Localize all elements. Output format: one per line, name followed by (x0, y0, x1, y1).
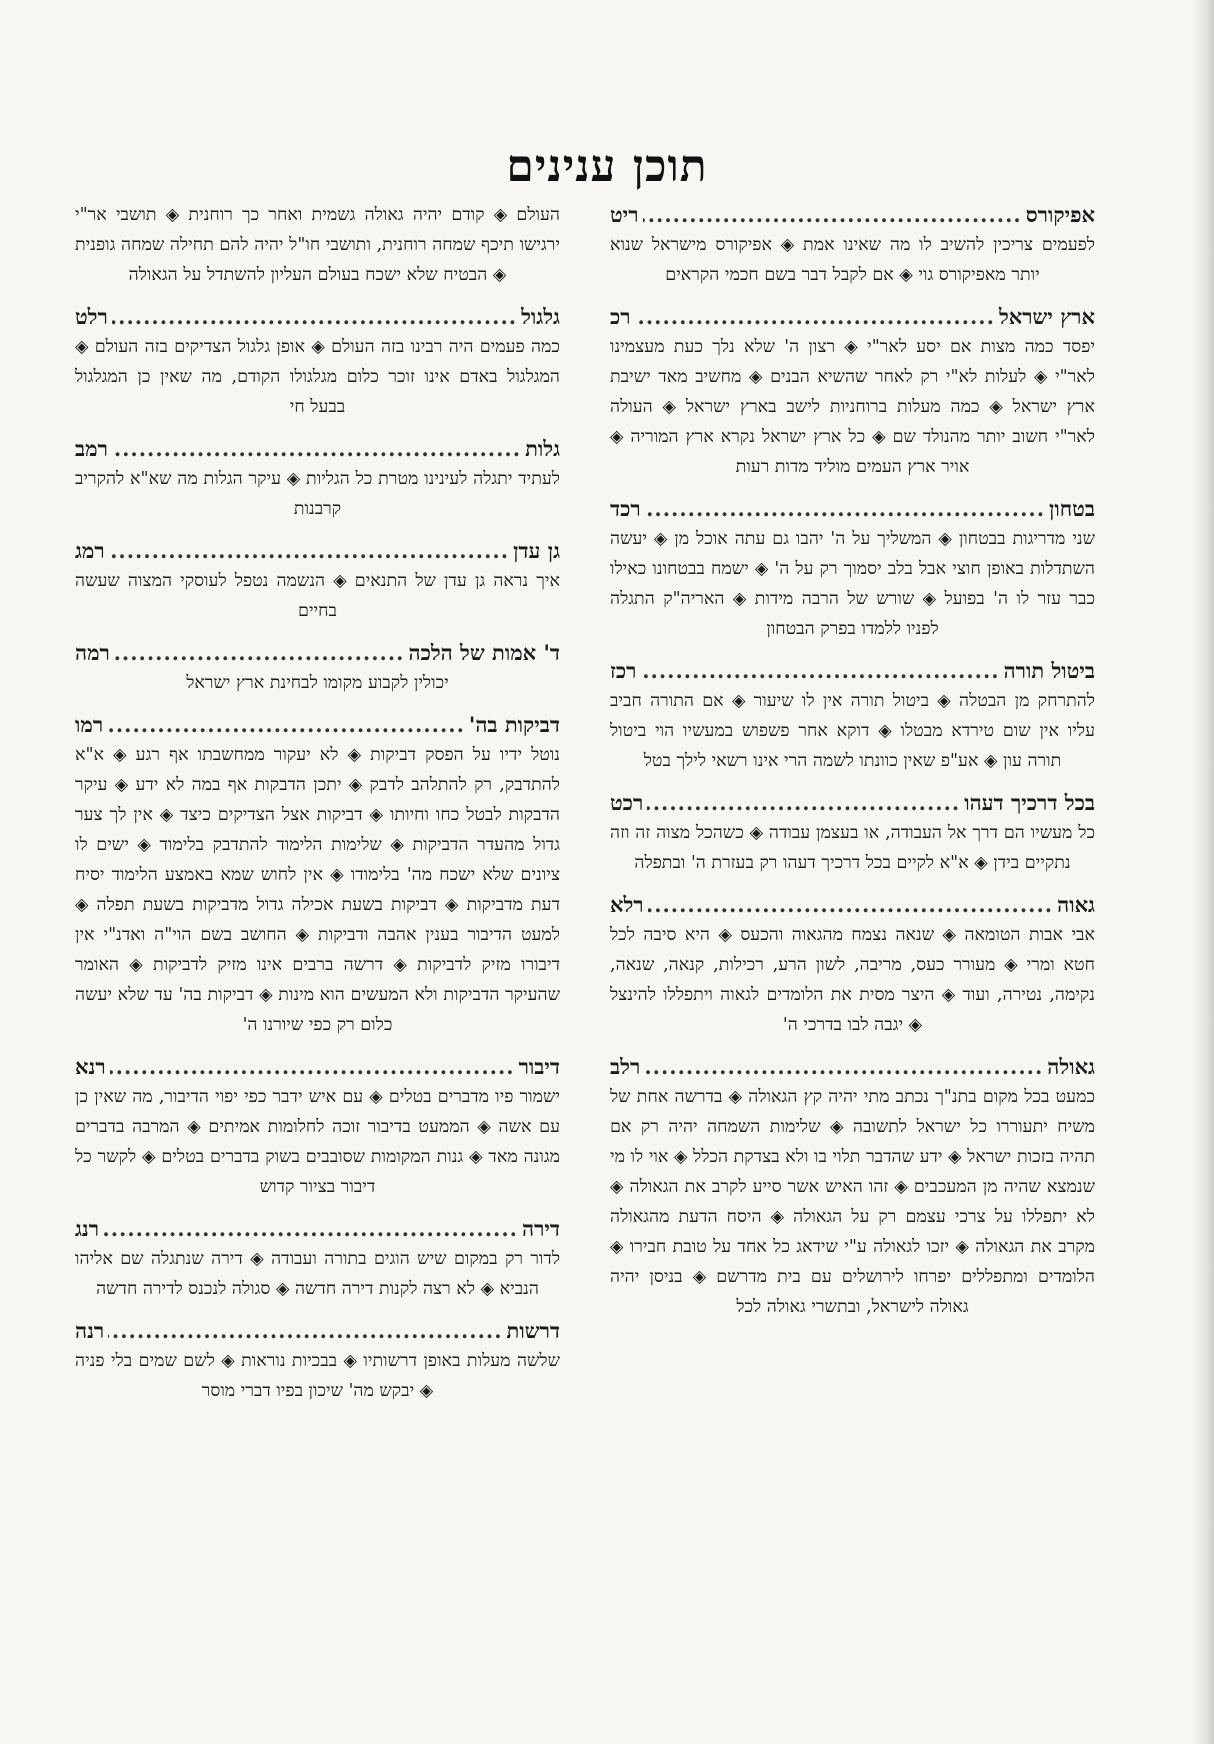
entry-title: גן עדן (513, 538, 560, 563)
entry-title: דירה (521, 1216, 560, 1241)
entry-title: ארץ ישראל (998, 304, 1095, 329)
toc-entry (610, 302, 1095, 482)
dot-leader (107, 710, 465, 740)
dot-leader (114, 638, 405, 668)
entry-title: בטחון (1049, 496, 1095, 521)
entry-summary: כמעט בכל מקום בתנ"ך נכתב מתי יהיה קץ הגאולה ◈ בדרשה אחת של משיח יתעוררו כל ישראל לתשובה ◈ שלימות השמחה יהיה רק אם תהיה בזכות ישראל ◈ ידע שהדבר תלוי בו ולא בצדקת הכלל ◈ אוי לו מי שנמצא שהיה מן המעכבים ◈ זהו האיש אשר סייע לקרב את הגאולה ◈ לא יתפללו על צרכי עצמם רק על הגאולה ◈ היסח הדעת מהגאולה מקרב את הגאולה ◈ יזכו לגאולה ע"י שידאג כל אחד על טובת חבירו ◈ הלומדים ומתפללים יפרחו לירושלים עם בית מדרשם ◈ בניסן יהיה גאולה לישראל, ובתשרי גאולה לכל (610, 1087, 1095, 1317)
toc-entry (610, 890, 1095, 1040)
toc-entry (75, 536, 560, 626)
entry-summary: כל מעשיו הם דרך אל העבודה, או בעצמן עבודה ◈ כשהכל מצוה זה וזה נתקיים בידן ◈ א"א לקיים בכל דרכיך דעהו רק בעזרת ה' ובתפלה (610, 823, 1095, 873)
entry-continuation: העולם ◈ קודם יהיה גאולה גשמית ואחר כך רוחנית ◈ תושבי אר"י ירגישו תיכף שמחה רוחנית, ותושבי חו"ל יהיה להם תחילה שמחה גופנית ◈ הבטיח שלא ישכח בעולם העליון להשתדל על הגאולה (75, 205, 560, 285)
entry-page: רלב (610, 1054, 641, 1079)
toc-entry (75, 1214, 560, 1304)
entry-page: רכד (610, 496, 641, 521)
dot-leader (640, 656, 999, 686)
toc-entry (610, 494, 1095, 644)
entry-page: רנה (75, 1318, 105, 1343)
entry-page: רלט (75, 304, 108, 329)
entry-page: רמה (75, 640, 110, 665)
dot-leader (103, 1214, 518, 1244)
entry-summary: אבי אבות הטומאה ◈ שנאה נצמח מהגאוה והכעס ◈ היא סיבה לכל חטא ומרי ◈ מעורר כעס, מריבה, לשון הרע, רכילות, קנאה, שנאה, נקימה, נטירה, ועוד ◈ היצר מסית את הלומדים לגאוה ויתפללו להינצל ◈ יגבה לבו בדרכי ה' (610, 925, 1095, 1035)
entry-summary: לדור רק במקום שיש הוגים בתורה ועבודה ◈ דירה שנתגלה שם אליהו הנביא ◈ לא רצה לקנות דירה חדשה ◈ סגולה לנכנס לדירה חדשה (75, 1249, 560, 1299)
entry-summary: לעתיד יתגלה לעינינו מטרת כל הגליות ◈ עיקר הגלות מה שא"א להקריב קרבנות (75, 469, 560, 519)
entry-summary: לפעמים צריכין להשיב לו מה שאינו אמת ◈ אפיקורס מישראל שנוא יותר מאפיקורס גוי ◈ אם לקבל דבר בשם חכמי הקראים (610, 235, 1095, 285)
page-edge (1192, 0, 1214, 1744)
entry-summary: שלשה מעלות באופן דרשותיו ◈ בבכיות נוראות ◈ לשם שמים בלי פניה ◈ יבקש מה' שיכון בפיו דברי מוסר (75, 1351, 560, 1401)
toc-entry (75, 710, 560, 1040)
entry-title: בכל דרכיך דעהו (964, 790, 1095, 815)
dot-leader (110, 1052, 515, 1082)
entry-page: רמו (75, 712, 104, 737)
page-title: תוכן ענינים (506, 141, 708, 193)
toc-entry (75, 638, 560, 698)
dot-leader (647, 788, 960, 818)
dot-leader (648, 890, 1054, 920)
entry-summary: נוטל ידיו על הפסק דביקות ◈ לא יעקור ממחשבתו אף רגע ◈ א"א להתדבק, רק להתלהב לדבק ◈ יתכן הדבקות אף במה לא ידע ◈ עיקר הדבקות לבטל כחו וחיותו ◈ דביקות אצל הצדיקים כיצד ◈ אין לך צער גדול מהעדר הדביקות ◈ שלימות הלימוד להתדבק בלימוד ◈ ישים לו ציונים שלא ישכח מה' בלימודו ◈ אין לחוש שמא באמצע הלימוד יסיח דעת מדביקות ◈ דביקות בשעת אכילה גדול מדביקות בשעת תפלה ◈ למעט הדיבור בענין אהבה ודביקות ◈ החושב בשם הוי"ה ואדנ"י אין דיבורו מזיק לדביקות ◈ דרשה ברבים אינו מזיק לדביקות ◈ האומר שהעיקר הדביקות ולא המעשים הוא מינות ◈ דביקות בה' עד שלא יעשה כלום רק כפי שיורנו ה' (75, 745, 560, 1035)
entry-title: גלות (525, 436, 560, 461)
dot-leader (109, 536, 509, 566)
toc-entry (610, 200, 1095, 290)
toc-column-left (75, 200, 560, 1418)
dot-leader (643, 200, 1022, 230)
toc-entry (75, 1052, 560, 1202)
entry-page: רמב (75, 436, 108, 461)
toc-entry (610, 656, 1095, 776)
entry-title: גאוה (1057, 892, 1095, 917)
entry-title: ד' אמות של הלכה (408, 640, 560, 665)
entry-title: גלגול (521, 304, 560, 329)
entry-summary: להתרחק מן הבטלה ◈ ביטול תורה אין לו שיעור ◈ אם התורה חביב עליו אין שום טירדא מבטלו ◈ דוקא אחר פשפוש במעשיו הוי ביטול תורה עון ◈ אע"פ שאין כוונתו לשמה הרי אינו רשאי לילך בטל (610, 691, 1095, 771)
entry-summary: יכולין לקבוע מקומו לבחינת ארץ ישראל (186, 673, 449, 693)
dot-leader (112, 302, 517, 332)
entry-title: ביטול תורה (1003, 658, 1095, 683)
toc-entry (610, 788, 1095, 878)
entry-title: דיבור (518, 1054, 560, 1079)
entry-page: רכט (610, 790, 644, 815)
entry-summary: יפסד כמה מצות אם יסע לאר"י ◈ רצון ה' שלא נלך כעת מעצמינו לאר"י ◈ לעלות לא"י רק לאחר שהשיא הבנים ◈ מחשיב מאד ישיבת ארץ ישראל ◈ כמה מעלות ברוחניות לישב בארץ ישראל ◈ העולה לאר"י חשוב יותר מהנולד שם ◈ כל ארץ ישראל נקרא ארץ המוריה ◈ אויר ארץ העמים מוליד מדות רעות (610, 337, 1095, 477)
entry-title: דרשות (506, 1318, 560, 1343)
toc-entry (610, 1052, 1095, 1322)
entry-summary: שני מדריגות בבטחון ◈ המשליך על ה' יהבו גם עתה אוכל מן ◈ יעשה השתדלות באופן חוצי אבל בלב יסמוך רק על ה' ◈ ישמח בבטחונו כאילו כבר עזר לו ה' בפועל ◈ שורש של הרבה מידות ◈ האריה"ק התגלה לפניו ללמדו בפרק הבטחון (610, 529, 1095, 639)
entry-title: גאולה (1047, 1054, 1095, 1079)
entry-page: רכז (610, 658, 637, 683)
entry-page: רלא (610, 892, 644, 917)
dot-leader (108, 1316, 502, 1346)
entry-summary: כמה פעמים היה רבינו בזה העולם ◈ אופן גלגול הצדיקים בזה העולם ◈ המגלגול באדם אינו זוכר כלום מגלגולו הקודם, מה שאין כן המגלגול בבעל חי (75, 337, 560, 417)
entry-title: אפיקורס (1025, 202, 1095, 227)
dot-leader (635, 302, 995, 332)
entry-page: ריט (610, 202, 639, 227)
entry-page: רנא (75, 1054, 106, 1079)
toc-entry (75, 302, 560, 422)
toc-column-right (610, 200, 1095, 1334)
entry-page: רמג (75, 538, 105, 563)
dot-leader (645, 494, 1045, 524)
dot-leader (644, 1052, 1043, 1082)
entry-page: רנג (75, 1216, 100, 1241)
entry-title: דביקות בה' (468, 712, 560, 737)
entry-summary: איך נראה גן עדן של התנאים ◈ הנשמה נטפל לעוסקי המצוה שעשה בחיים (75, 571, 560, 621)
toc-entry (75, 1316, 560, 1406)
dot-leader (112, 434, 521, 464)
entry-page: רכ (610, 304, 631, 329)
entry-summary: ישמור פיו מדברים בטלים ◈ עם איש ידבר כפי יפוי הדיבור, מה שאין כן עם אשה ◈ הממעט בדיבור זוכה לחלומות אמיתים ◈ המרבה בדברים מגונה מאד ◈ גנות המקומות שסובבים בשוק בדברים בטלים ◈ לקשר כל דיבור בציור קדוש (75, 1087, 560, 1197)
toc-entry (75, 434, 560, 524)
